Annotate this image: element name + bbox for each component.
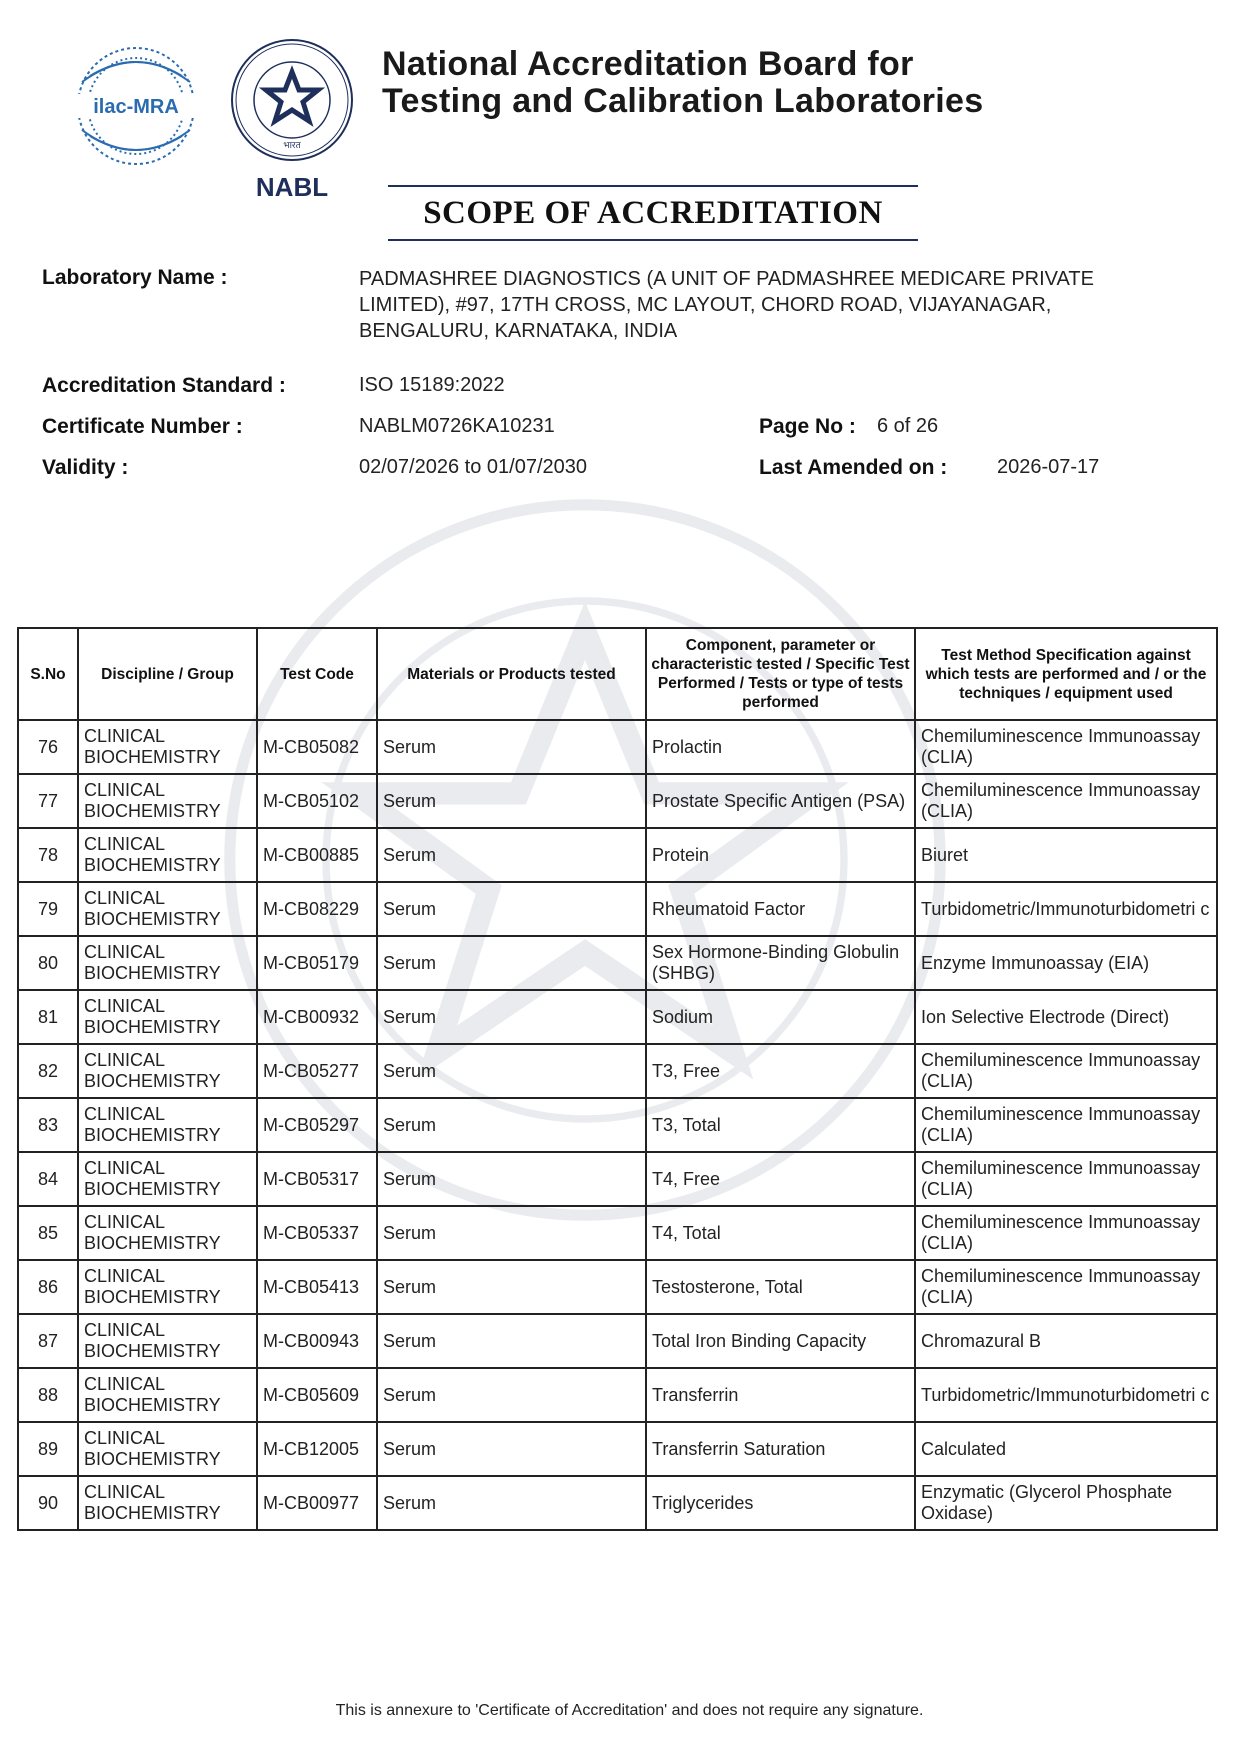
org-name-line-1: National Accreditation Board for [382, 45, 914, 83]
cell-discipline: CLINICAL BIOCHEMISTRY [78, 1098, 257, 1152]
cell-sno: 83 [18, 1098, 78, 1152]
cell-method: Chemiluminescence Immunoassay (CLIA) [915, 1152, 1217, 1206]
cell-test-code: M-CB05277 [257, 1044, 377, 1098]
table-header-row [18, 628, 1217, 720]
cell-method: Chemiluminescence Immunoassay (CLIA) [915, 774, 1217, 828]
ilac-logo-text: ilac-MRA [93, 96, 179, 118]
cell-sno: 85 [18, 1206, 78, 1260]
cell-material: Serum [377, 1206, 646, 1260]
cell-test-code: M-CB00885 [257, 828, 377, 882]
cell-test-code: M-CB05413 [257, 1260, 377, 1314]
lab-name-line: BENGALURU, KARNATAKA, INDIA [359, 320, 678, 342]
cell-method: Chemiluminescence Immunoassay (CLIA) [915, 1206, 1217, 1260]
cell-component: Total Iron Binding Capacity [646, 1314, 915, 1368]
scope-table [17, 627, 1218, 1531]
table-row [18, 1044, 1217, 1098]
page-no-value: 6 of 26 [877, 415, 939, 437]
lab-name-line: PADMASHREE DIAGNOSTICS (A UNIT OF PADMASHREE MEDICARE PRIVATE [359, 268, 1094, 290]
nabl-logo-text: NABL [255, 172, 329, 202]
scope-table-body [18, 720, 1217, 1530]
cell-material: Serum [377, 1260, 646, 1314]
page-no-label: Page No : [759, 415, 856, 438]
cell-component: Prostate Specific Antigen (PSA) [646, 774, 915, 828]
cell-sno: 78 [18, 828, 78, 882]
cell-material: Serum [377, 1422, 646, 1476]
ilac-mra-logo [72, 42, 200, 170]
table-row [18, 1422, 1217, 1476]
standard-value: ISO 15189:2022 [359, 374, 505, 396]
table-row [18, 720, 1217, 774]
validity-label: Validity : [42, 456, 129, 479]
lab-name-value [359, 266, 1189, 344]
cell-discipline: CLINICAL BIOCHEMISTRY [78, 1368, 257, 1422]
cell-material: Serum [377, 720, 646, 774]
cell-test-code: M-CB08229 [257, 882, 377, 936]
cell-method: Chemiluminescence Immunoassay (CLIA) [915, 1260, 1217, 1314]
cell-discipline: CLINICAL BIOCHEMISTRY [78, 774, 257, 828]
cell-method: Turbidometric/Immunoturbidometri c [915, 882, 1217, 936]
cell-method: Chemiluminescence Immunoassay (CLIA) [915, 1044, 1217, 1098]
cell-component: Testosterone, Total [646, 1260, 915, 1314]
cell-discipline: CLINICAL BIOCHEMISTRY [78, 936, 257, 990]
header-discipline: Discipline / Group [78, 628, 257, 720]
cell-sno: 80 [18, 936, 78, 990]
table-row [18, 1476, 1217, 1530]
table-row [18, 936, 1217, 990]
cell-component: T4, Total [646, 1206, 915, 1260]
cell-sno: 84 [18, 1152, 78, 1206]
cell-component: Triglycerides [646, 1476, 915, 1530]
cell-test-code: M-CB05082 [257, 720, 377, 774]
cell-method: Chemiluminescence Immunoassay (CLIA) [915, 1098, 1217, 1152]
table-row [18, 828, 1217, 882]
cell-material: Serum [377, 1368, 646, 1422]
cell-test-code: M-CB00943 [257, 1314, 377, 1368]
cell-sno: 86 [18, 1260, 78, 1314]
table-row [18, 1098, 1217, 1152]
cell-test-code: M-CB12005 [257, 1422, 377, 1476]
validity-value: 02/07/2026 to 01/07/2030 [359, 456, 587, 478]
org-name-line-2: Testing and Calibration Laboratories [382, 82, 984, 120]
scope-title-box [388, 185, 918, 241]
lab-name-label: Laboratory Name : [42, 266, 228, 289]
table-row [18, 1314, 1217, 1368]
header-method: Test Method Specification against which tests are performed and / or the techniques / equipment used [915, 628, 1217, 720]
cell-material: Serum [377, 882, 646, 936]
cell-sno: 79 [18, 882, 78, 936]
cell-sno: 87 [18, 1314, 78, 1368]
header-component: Component, parameter or characteristic tested / Specific Test Performed / Tests or type of tests performed [646, 628, 915, 720]
cell-discipline: CLINICAL BIOCHEMISTRY [78, 1260, 257, 1314]
cell-component: Rheumatoid Factor [646, 882, 915, 936]
cell-discipline: CLINICAL BIOCHEMISTRY [78, 1422, 257, 1476]
cell-component: Sex Hormone-Binding Globulin (SHBG) [646, 936, 915, 990]
footer-note: This is annexure to 'Certificate of Accreditation' and does not require any signature. [335, 1702, 924, 1719]
cell-material: Serum [377, 990, 646, 1044]
cell-test-code: M-CB05102 [257, 774, 377, 828]
cell-test-code: M-CB05179 [257, 936, 377, 990]
cell-discipline: CLINICAL BIOCHEMISTRY [78, 990, 257, 1044]
cell-discipline: CLINICAL BIOCHEMISTRY [78, 1206, 257, 1260]
cell-material: Serum [377, 828, 646, 882]
cell-test-code: M-CB00977 [257, 1476, 377, 1530]
header-test-code: Test Code [257, 628, 377, 720]
nabl-logo [228, 36, 356, 206]
header-materials: Materials or Products tested [377, 628, 646, 720]
table-row [18, 882, 1217, 936]
cell-component: Transferrin Saturation [646, 1422, 915, 1476]
header-sno: S.No [18, 628, 78, 720]
cell-discipline: CLINICAL BIOCHEMISTRY [78, 720, 257, 774]
cell-test-code: M-CB00932 [257, 990, 377, 1044]
table-row [18, 990, 1217, 1044]
cell-material: Serum [377, 1476, 646, 1530]
cell-component: T4, Free [646, 1152, 915, 1206]
cell-method: Biuret [915, 828, 1217, 882]
cell-component: T3, Total [646, 1098, 915, 1152]
cell-material: Serum [377, 1098, 646, 1152]
cell-method: Calculated [915, 1422, 1217, 1476]
nabl-seal-hindi: भारत [283, 141, 301, 151]
cell-sno: 82 [18, 1044, 78, 1098]
certificate-value: NABLM0726KA10231 [359, 415, 555, 437]
cell-material: Serum [377, 936, 646, 990]
cell-material: Serum [377, 1044, 646, 1098]
cell-test-code: M-CB05317 [257, 1152, 377, 1206]
cell-component: Sodium [646, 990, 915, 1044]
cell-component: T3, Free [646, 1044, 915, 1098]
cell-component: Prolactin [646, 720, 915, 774]
table-row [18, 774, 1217, 828]
cell-method: Chemiluminescence Immunoassay (CLIA) [915, 720, 1217, 774]
certificate-label: Certificate Number : [42, 415, 243, 438]
scope-title: SCOPE OF ACCREDITATION [423, 195, 883, 231]
cell-discipline: CLINICAL BIOCHEMISTRY [78, 1152, 257, 1206]
cell-discipline: CLINICAL BIOCHEMISTRY [78, 1476, 257, 1530]
cell-method: Enzyme Immunoassay (EIA) [915, 936, 1217, 990]
table-row [18, 1152, 1217, 1206]
cell-discipline: CLINICAL BIOCHEMISTRY [78, 1044, 257, 1098]
cell-method: Turbidometric/Immunoturbidometri c [915, 1368, 1217, 1422]
cell-test-code: M-CB05337 [257, 1206, 377, 1260]
cell-method: Chromazural B [915, 1314, 1217, 1368]
cell-sno: 90 [18, 1476, 78, 1530]
table-row [18, 1260, 1217, 1314]
table-row [18, 1206, 1217, 1260]
last-amended-label: Last Amended on : [759, 456, 948, 479]
cell-sno: 89 [18, 1422, 78, 1476]
cell-component: Protein [646, 828, 915, 882]
cell-sno: 76 [18, 720, 78, 774]
cell-sno: 88 [18, 1368, 78, 1422]
cell-method: Enzymatic (Glycerol Phosphate Oxidase) [915, 1476, 1217, 1530]
cell-sno: 77 [18, 774, 78, 828]
table-row [18, 1368, 1217, 1422]
cell-sno: 81 [18, 990, 78, 1044]
standard-label: Accreditation Standard : [42, 374, 286, 397]
lab-name-line: LIMITED), #97, 17TH CROSS, MC LAYOUT, CHORD ROAD, VIJAYANAGAR, [359, 294, 1052, 316]
cell-material: Serum [377, 1152, 646, 1206]
cell-test-code: M-CB05297 [257, 1098, 377, 1152]
cell-component: Transferrin [646, 1368, 915, 1422]
cell-discipline: CLINICAL BIOCHEMISTRY [78, 828, 257, 882]
cell-method: Ion Selective Electrode (Direct) [915, 990, 1217, 1044]
cell-discipline: CLINICAL BIOCHEMISTRY [78, 1314, 257, 1368]
cell-material: Serum [377, 1314, 646, 1368]
cell-test-code: M-CB05609 [257, 1368, 377, 1422]
cell-material: Serum [377, 774, 646, 828]
last-amended-value: 2026-07-17 [997, 456, 1100, 478]
organization-name [382, 46, 1102, 120]
cell-discipline: CLINICAL BIOCHEMISTRY [78, 882, 257, 936]
